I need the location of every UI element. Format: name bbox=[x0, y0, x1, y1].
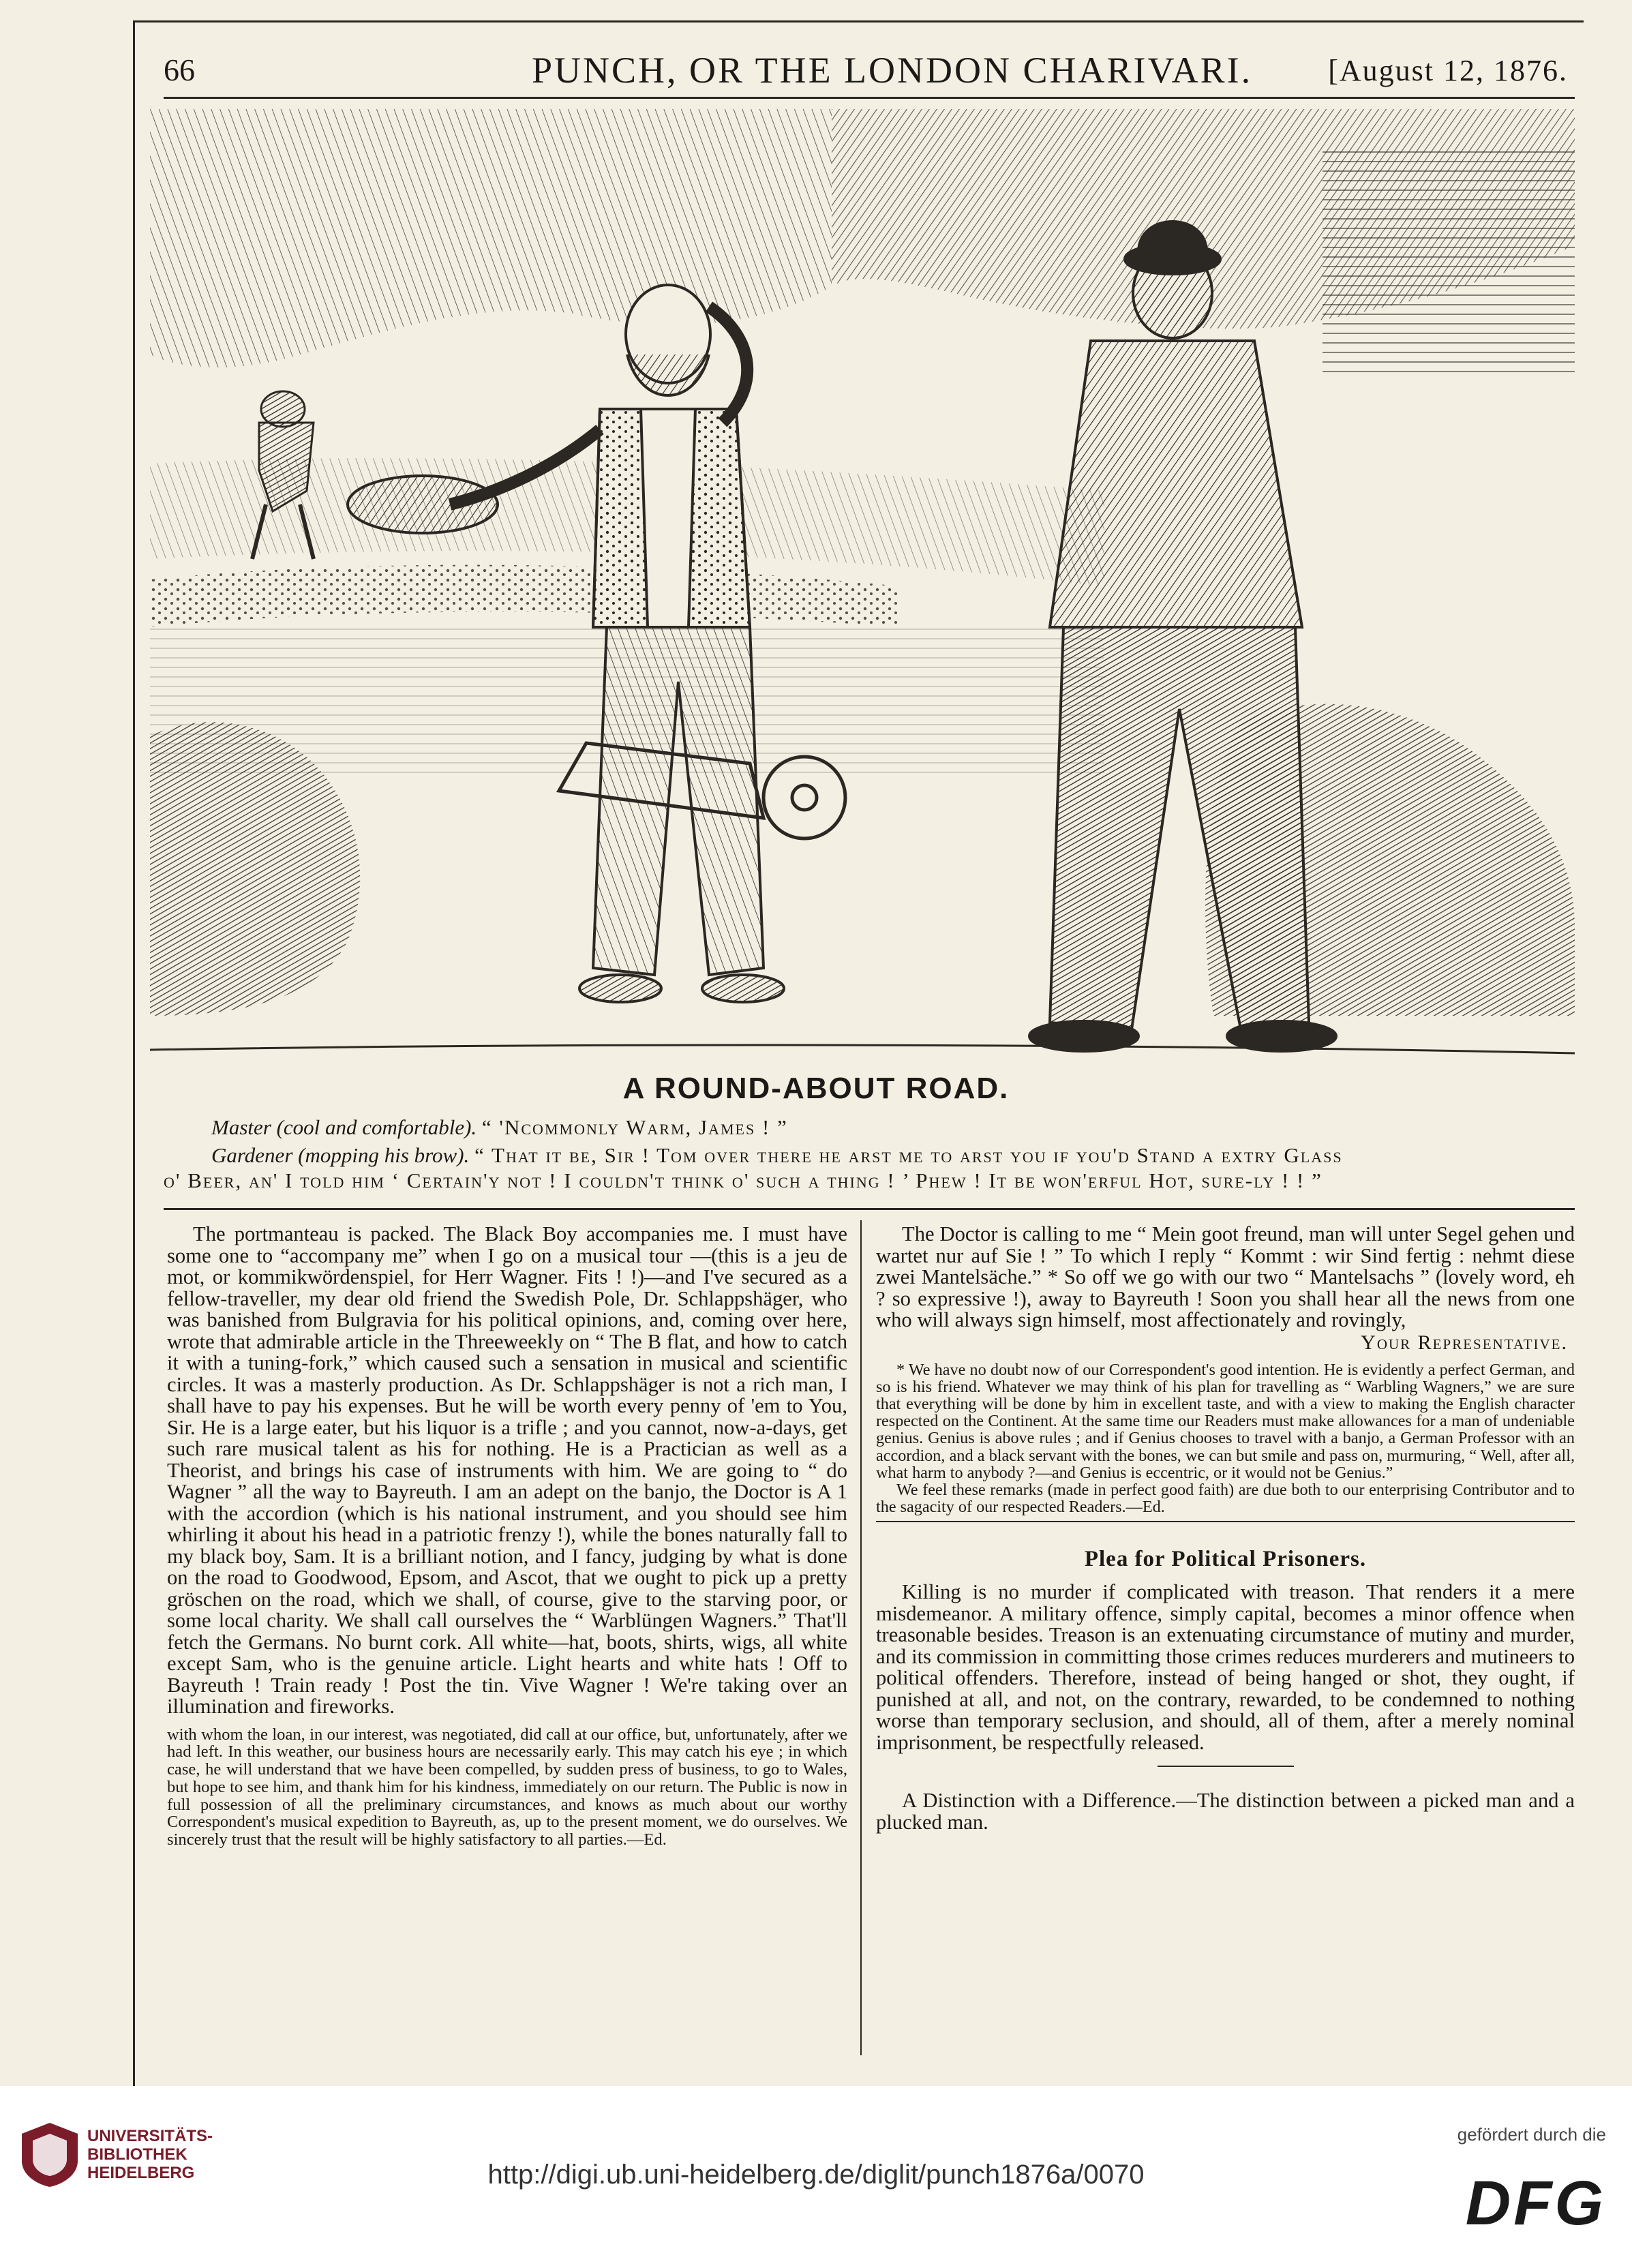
plea-heading: Plea for Political Prisoners. bbox=[1084, 1547, 1367, 1572]
distinction-text: A Distinction with a Difference.—The distinction between a picked man and a plucked man. bbox=[876, 1789, 1575, 1834]
caption-line-gardener bbox=[211, 1143, 1343, 1168]
speaker-gardener: Gardener bbox=[211, 1143, 293, 1167]
footnote-second: We feel these remarks (made in perfect good faith) are due both to our enterprising Contributor and to the sagacity of our respected Readers.—Ed. bbox=[876, 1480, 1575, 1517]
garden-wall bbox=[1323, 150, 1575, 375]
right-column bbox=[876, 1224, 1575, 1833]
footnote-rule bbox=[876, 1521, 1575, 1522]
library-line-1: UNIVERSITÄTS- bbox=[87, 2127, 213, 2145]
article-continued-paragraph: The Doctor is calling to me “ Mein goot freund, man will unter Segel gehen und wartet nur auf Sie ! ” To which I reply “ Kommt : wir Sind fertig : nehmt diese zwei Mantelsäche.” * So off we go with our two “ Mantelsachs ” (lovely word, eh ? so expressive !), away to Bayreuth ! Soon you shall hear all the news from one who will always sign himself, most affectionately and rovingly, bbox=[876, 1222, 1575, 1331]
caption-line-gardener-continued bbox=[164, 1168, 1323, 1193]
page-header bbox=[164, 48, 1575, 95]
plea-text: Killing is no murder if complicated with treason. That renders it a mere misdemeanor. A military offence, simply capital, becomes a minor offence when treasonable besides. Treason is an extenuating circumstance of mutiny and murder, and its commission in committing those crimes reduces murderers and mutineers to political offenders. Therefore, instead of being hanged or shot, they ought, if punished at all, and not, on the contrary, rewarded, to be condemned to nothing worse than temporary seclusion, and should, all of them, after a merely nominal imprisonment, be respectfully released. bbox=[876, 1580, 1575, 1754]
speaker-master: Master bbox=[211, 1115, 271, 1139]
issue-date: [August 12, 1876. bbox=[1328, 54, 1568, 87]
digitization-footer bbox=[0, 2086, 1632, 2268]
cartoon-title: A ROUND-ABOUT ROAD. bbox=[622, 1072, 1010, 1105]
speech-master: “ 'Ncommonly Warm, James ! ” bbox=[481, 1115, 788, 1139]
article-main-paragraph: The portmanteau is packed. The Black Boy accompanies me. I must have some one to “accompany me” when I go on a musical tour —(this is a jeu de mot, or kommikwördenspiel, for Herr Wagner. Fits ! !)—and I've secured as a fellow-traveller, my dear old friend the Swedish Pole, Dr. Schlappshäger, who was banished from Bulgravia for his political opinions, and, coming over here, wrote that admirable article in the Threeweekly on “ The B flat, and how to catch it with a tuning-fork,” which caused such a sensation in musical and scientific circles. It was a masterly production. As Dr. Schlappshäger is not a rich man, I shall have to pay his expenses. But he will be worth every penny of 'em to You, Sir. He is a large eater, but his liquor is a trifle ; and you cannot, now-a-days, get such rare musical talent as his for nothing. He is a Practician as well as a Theorist, and brings his case of instruments with him. We are going to “ do Wagner ” all the way to Bayreuth. I am an adept on the banjo, the Doctor is A 1 with the accordion (which is his national instrument, and you should see him whirling it about his head in a patriotic frenzy !), while the bones naturally fall to my black boy, Sam. It is a brilliant notion, and I fancy, judging by what is done on the road to Goodwood, Epsom, and Ascot, that we ought to pick up a pretty gröschen on the road, which we shall, of course, give to the starving poor, or some local charity. We shall call ourselves the “ Warblüngen Wagners.” That'll fetch the Germans. No burnt cork. All white—hat, boots, shirts, wigs, all white except Sam, who is the genuine article. Light hearts and white hats ! Off to Bayreuth ! Train ready ! Post the tin. Vive Wagner ! We're taking over an illumination and fireworks. bbox=[167, 1222, 847, 1718]
signature: Your Representative. bbox=[1361, 1331, 1568, 1354]
speech-gardener-part1: “ That it be, Sir ! Tom over there he arst me to arst you if you'd Stand a extry Glass bbox=[474, 1143, 1343, 1167]
library-line-3: HEIDELBERG bbox=[87, 2164, 195, 2182]
cartoon-illustration bbox=[150, 109, 1575, 1067]
speech-gardener-part2: o' Beer, an' I told him ‘ Certain'y not ! I couldn't think o' such a thing ! ’ Phew ! It be won'erful Hot, sure-ly ! ! ” bbox=[164, 1168, 1323, 1192]
funding-label: gefördert durch die bbox=[1457, 2124, 1606, 2145]
column-divider bbox=[860, 1220, 862, 2055]
page-number: 66 bbox=[164, 52, 195, 87]
short-rule bbox=[1158, 1766, 1294, 1767]
editor-note: with whom the loan, in our interest, was negotiated, did call at our office, but, unfortunately, after we had left. In this weather, our business hours are necessarily early. This may catch his eye ; in which case, he will understand that we have been compelled, by sudden press of business, to go to Wales, but hope to see him, and thank him for his kindness, immediately on our return. The Public is now in full possession of all the preliminary circumstances, and knows as much about our worthy Correspondent's musical expedition to Bayreuth, as, up to the present moment, we do ourselves. We sincerely trust that the result will be highly satisfactory to all parties.—Ed. bbox=[167, 1725, 847, 1849]
magazine-title: PUNCH, OR THE LONDON CHARIVARI. bbox=[532, 50, 1253, 91]
left-column bbox=[167, 1224, 847, 1849]
source-url-link[interactable]: http://digi.ub.uni-heidelberg.de/diglit/punch1876a/0070 bbox=[487, 2160, 1145, 2190]
stage-direction-master: (cool and comfortable). bbox=[276, 1115, 477, 1139]
dfg-logo: DFG bbox=[1465, 2168, 1606, 2238]
header-rule bbox=[164, 97, 1575, 99]
stage-direction-gardener: (mopping his brow). bbox=[298, 1143, 470, 1167]
caption-line-master bbox=[211, 1115, 788, 1140]
library-line-2: BIBLIOTHEK bbox=[87, 2145, 187, 2164]
caption-rule bbox=[164, 1208, 1575, 1210]
footnote-first: * We have no doubt now of our Correspondent's good intention. He is evidently a perfect German, and so is his friend. Whatever we may think of his plan for travelling as “ Warbling Wagners,” we are sure that everything will be done by him in excellent taste, and with a view to making the English character respected on the Continent. At the same time our Readers must make allowances for a man of undeniable genius. Genius is above rules ; and if Genius chooses to travel with a banjo, a German Professor with an accordion, and a black servant with the bones, we can but smile and pass on, murmuring, “ Well, after all, what harm to anybody ?—and Genius is eccentric, or it would not be Genius.” bbox=[876, 1360, 1575, 1482]
